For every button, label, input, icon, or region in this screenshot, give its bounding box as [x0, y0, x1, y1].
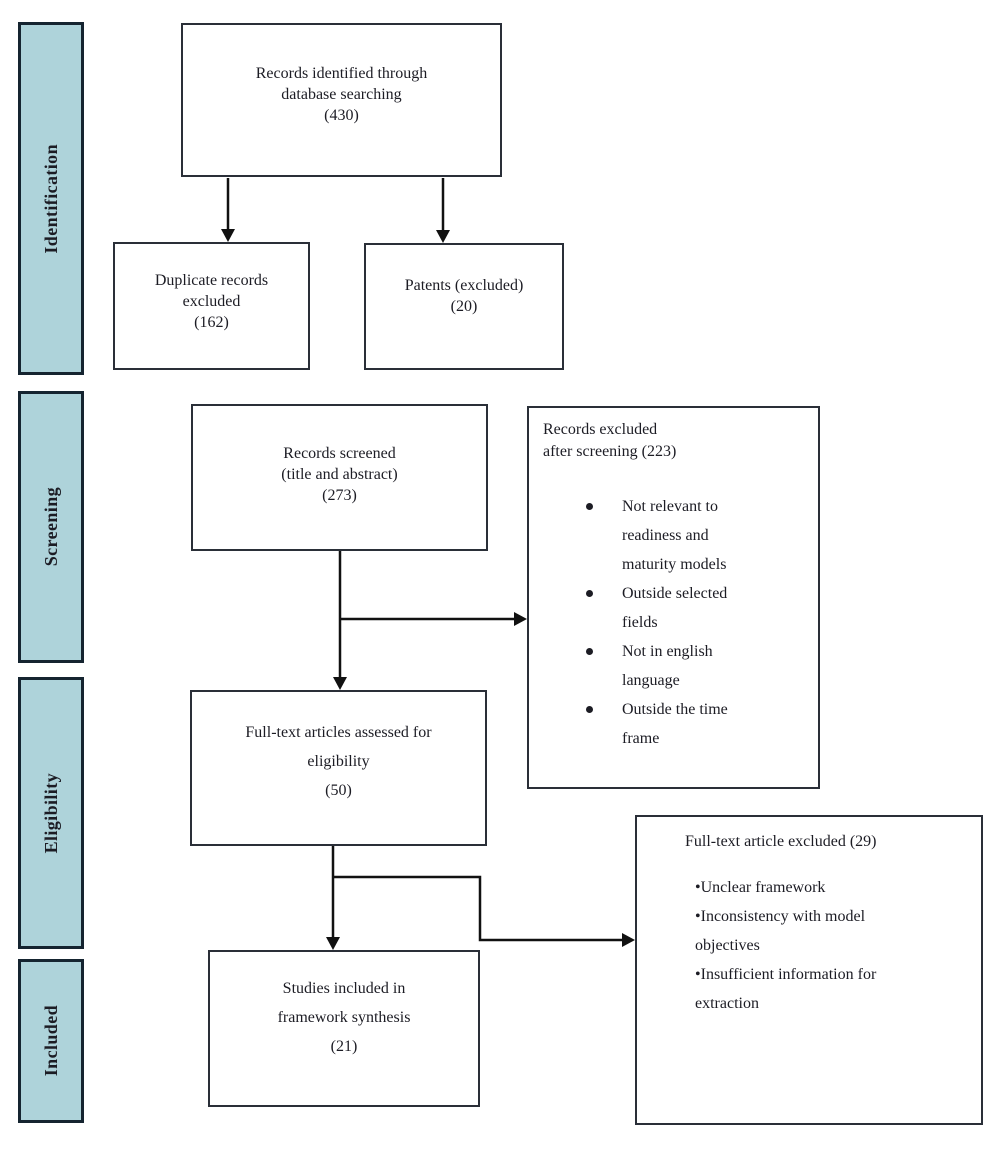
duplicate-records-count: (162)	[194, 314, 229, 331]
patents-excluded-count: (20)	[450, 298, 478, 315]
patents-excluded-box	[364, 243, 564, 370]
studies-included-line-2: framework synthesis	[277, 1009, 411, 1026]
exclusion-reason: Not in english language	[622, 643, 713, 689]
fulltext-excluded-box	[635, 815, 983, 1125]
arrow-screened-to-fulltext	[333, 551, 347, 690]
records-identified-count: (430)	[324, 107, 359, 124]
studies-included-count: (21)	[330, 1038, 358, 1055]
exclusion-reason: Not relevant to readiness and maturity models	[622, 498, 727, 573]
records-identified-box	[181, 23, 502, 177]
list-item	[529, 637, 818, 695]
exclusion-reason: Outside selected fields	[622, 585, 728, 631]
studies-included-box	[208, 950, 480, 1107]
duplicate-records-box	[113, 242, 310, 370]
exclusion-reason: • Inconsistency with model objectives	[695, 902, 925, 960]
arrow-fulltext-to-included	[326, 846, 340, 950]
arrow-identified-to-patents	[436, 178, 450, 243]
records-identified-line-1: Records identified through	[255, 65, 428, 82]
exclusion-reason: • Insufficient information for extraction	[695, 960, 925, 1018]
arrow-fulltext-to-excluded	[333, 877, 635, 947]
list-item	[529, 695, 818, 753]
records-identified-line-2: database searching	[281, 86, 402, 103]
records-excluded-reasons-list	[529, 492, 818, 753]
arrow-identified-to-duplicates	[221, 178, 235, 242]
stage-eligibility-label: Eligibility	[40, 772, 61, 854]
fulltext-assessed-line-2: eligibility	[307, 753, 370, 770]
list-item	[529, 579, 818, 637]
records-screened-line-2: (title and abstract)	[281, 466, 398, 483]
stage-included	[18, 959, 84, 1123]
patents-excluded-line-1: Patents (excluded)	[404, 277, 524, 294]
records-screened-line-1: Records screened	[283, 445, 396, 462]
stage-screening	[18, 391, 84, 663]
exclusion-reason: • Unclear framework	[695, 873, 925, 902]
fulltext-assessed-line-1: Full-text articles assessed for	[245, 724, 432, 741]
fulltext-excluded-reasons-list	[695, 873, 981, 1018]
stage-included-label: Included	[40, 1005, 61, 1077]
duplicate-records-line-1: Duplicate records	[154, 272, 269, 289]
stage-screening-label: Screening	[40, 487, 61, 567]
exclusion-reason: Outside the time frame	[622, 701, 728, 747]
studies-included-line-1: Studies included in	[282, 980, 406, 997]
stage-identification-label: Identification	[40, 143, 61, 254]
list-item	[529, 492, 818, 579]
arrow-screened-to-excluded	[340, 612, 527, 626]
records-screened-box	[191, 404, 488, 551]
stage-eligibility	[18, 677, 84, 949]
fulltext-excluded-header: Full-text article excluded (29)	[685, 833, 877, 850]
records-excluded-header-line-1: Records excluded	[543, 421, 658, 438]
fulltext-assessed-count: (50)	[325, 782, 352, 799]
duplicate-records-line-2: excluded	[182, 293, 241, 310]
records-excluded-header-line-2: after screening (223)	[543, 443, 677, 460]
records-excluded-after-screening-box	[527, 406, 820, 789]
records-screened-count: (273)	[322, 487, 357, 504]
stage-identification	[18, 22, 84, 375]
fulltext-assessed-box	[190, 690, 487, 846]
